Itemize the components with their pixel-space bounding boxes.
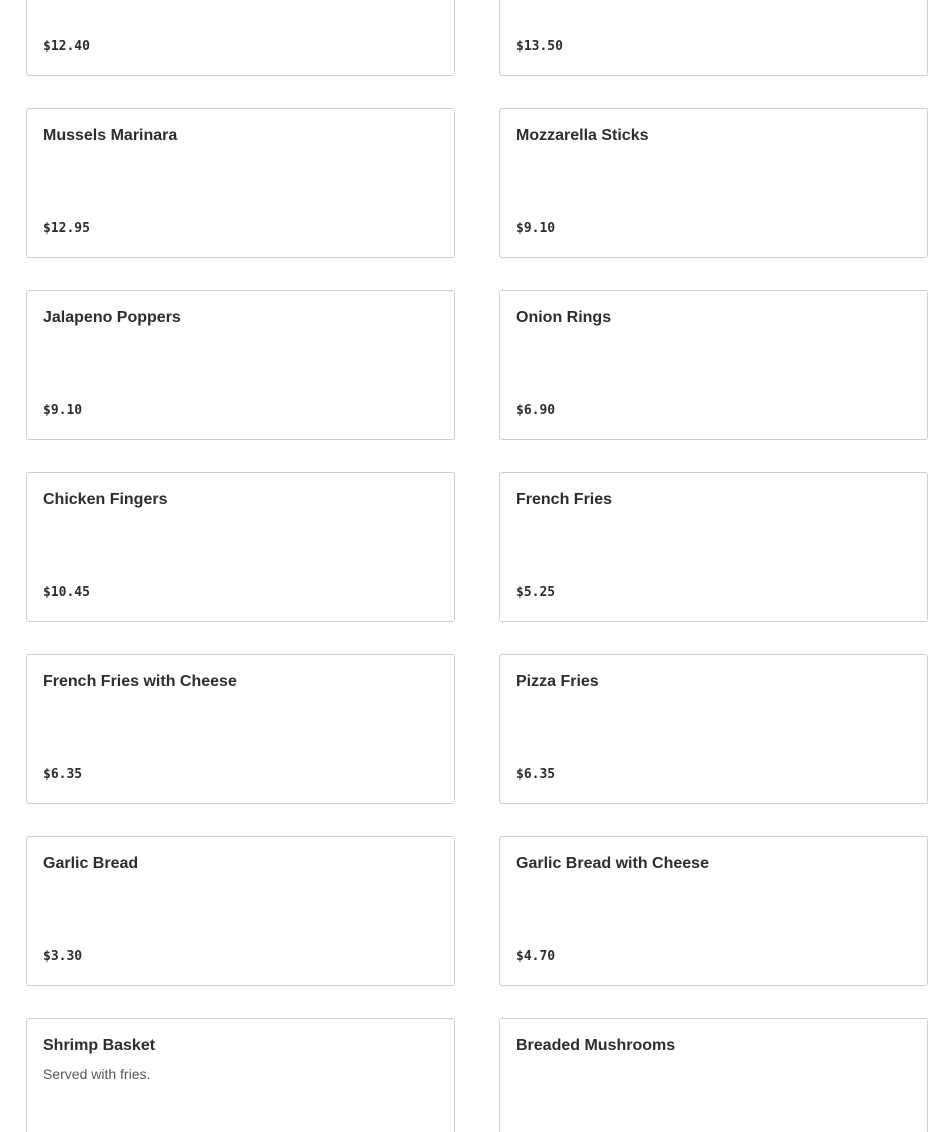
menu-item-card[interactable] <box>26 108 455 258</box>
menu-item-price: $4.70 <box>516 949 556 964</box>
menu-item-price: $6.35 <box>516 767 556 782</box>
menu-item-card[interactable] <box>499 654 928 804</box>
menu-item-price: $9.10 <box>516 221 556 236</box>
menu-item-name: Breaded Mushrooms <box>516 1037 676 1054</box>
menu-item-card[interactable] <box>26 472 455 622</box>
menu-item-price: $9.10 <box>43 403 83 418</box>
menu-item-price: $13.50 <box>516 39 563 54</box>
menu-item-name: Jalapeno Poppers <box>43 309 181 326</box>
menu-item-card[interactable] <box>499 0 928 76</box>
menu-item-card[interactable] <box>499 1018 928 1132</box>
menu-item-card[interactable] <box>26 654 455 804</box>
menu-item-description: Served with fries. <box>43 1066 151 1082</box>
menu-item-name: Garlic Bread <box>43 855 139 872</box>
menu-item-name: Mussels Marinara <box>43 127 178 144</box>
menu-item-card[interactable] <box>26 290 455 440</box>
menu-item-name: Pizza Fries <box>516 673 599 690</box>
menu-item-price: $3.30 <box>43 949 83 964</box>
menu-item-card[interactable] <box>499 472 928 622</box>
menu-item-price: $10.45 <box>43 585 90 600</box>
menu-item-card[interactable] <box>26 836 455 986</box>
menu-item-name: Chicken Fingers <box>43 491 168 508</box>
menu-item-card[interactable] <box>26 1018 455 1132</box>
menu-item-card[interactable] <box>499 108 928 258</box>
menu-item-price: $6.35 <box>43 767 83 782</box>
menu-item-card[interactable] <box>499 290 928 440</box>
menu-item-price: $12.95 <box>43 221 90 236</box>
menu-item-card[interactable] <box>499 836 928 986</box>
menu-item-name: Mozzarella Sticks <box>516 127 649 144</box>
menu-item-name: Garlic Bread with Cheese <box>516 855 709 872</box>
menu-item-name: French Fries with Cheese <box>43 673 237 690</box>
menu-item-price: $12.40 <box>43 39 90 54</box>
menu-item-price: $6.90 <box>516 403 556 418</box>
menu-item-price: $5.25 <box>516 585 556 600</box>
menu-item-name: Shrimp Basket <box>43 1037 156 1054</box>
menu-item-card[interactable] <box>26 0 455 76</box>
menu-item-name: Onion Rings <box>516 309 612 326</box>
menu-item-name: French Fries <box>516 491 613 508</box>
